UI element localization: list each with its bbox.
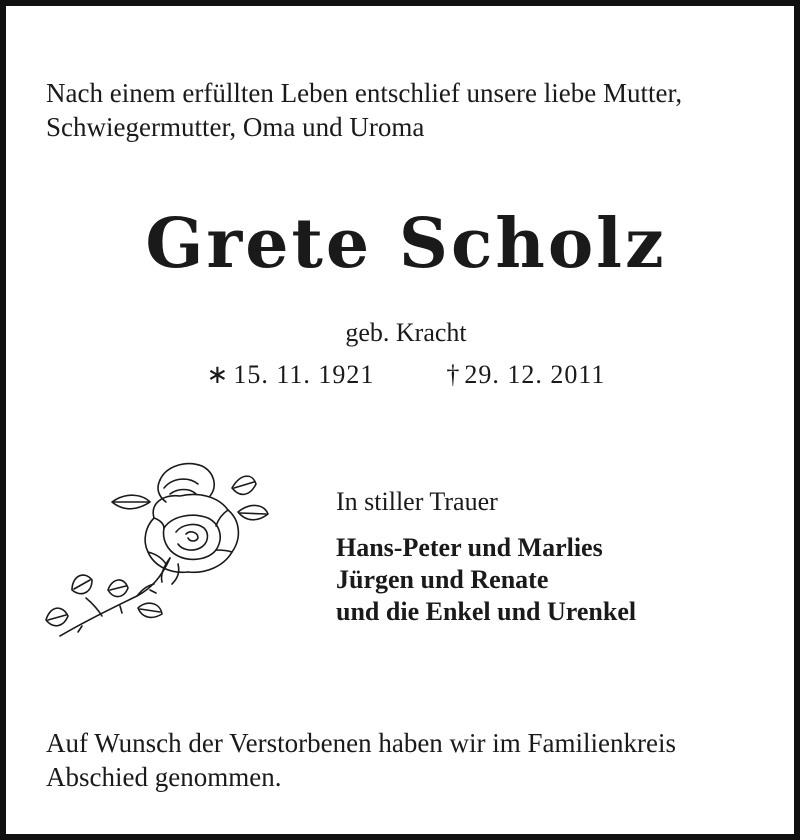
mourner-name: und die Enkel und Urenkel — [336, 597, 637, 626]
intro-line-2: Schwiegermutter, Oma und Uroma — [46, 112, 425, 142]
death-date: 29. 12. 2011 — [464, 360, 606, 389]
birth-date: 15. 11. 1921 — [233, 360, 375, 389]
life-dates — [6, 358, 800, 392]
closing-text — [46, 726, 776, 794]
intro-line-1: Nach einem erfüllten Leben entschlief unsere liebe Mutter, — [46, 78, 683, 108]
intro-text — [46, 76, 776, 144]
mourner-name: Hans-Peter und Marlies — [336, 533, 603, 562]
rose-icon — [42, 458, 272, 653]
maiden-name: geb. Kracht — [345, 318, 467, 347]
closing-line-2: Abschied genommen. — [46, 762, 282, 792]
mourner-name: Jürgen und Renate — [336, 565, 549, 594]
birth-asterisk-icon: ∗ — [206, 360, 230, 389]
mourning-lead: In stiller Trauer — [336, 487, 498, 516]
deceased-name: Grete Scholz — [145, 204, 667, 284]
mourning-block — [336, 486, 776, 628]
closing-line-1: Auf Wunsch der Verstorbenen haben wir im Familienkreis — [46, 728, 677, 758]
death-cross-icon: † — [446, 360, 461, 389]
